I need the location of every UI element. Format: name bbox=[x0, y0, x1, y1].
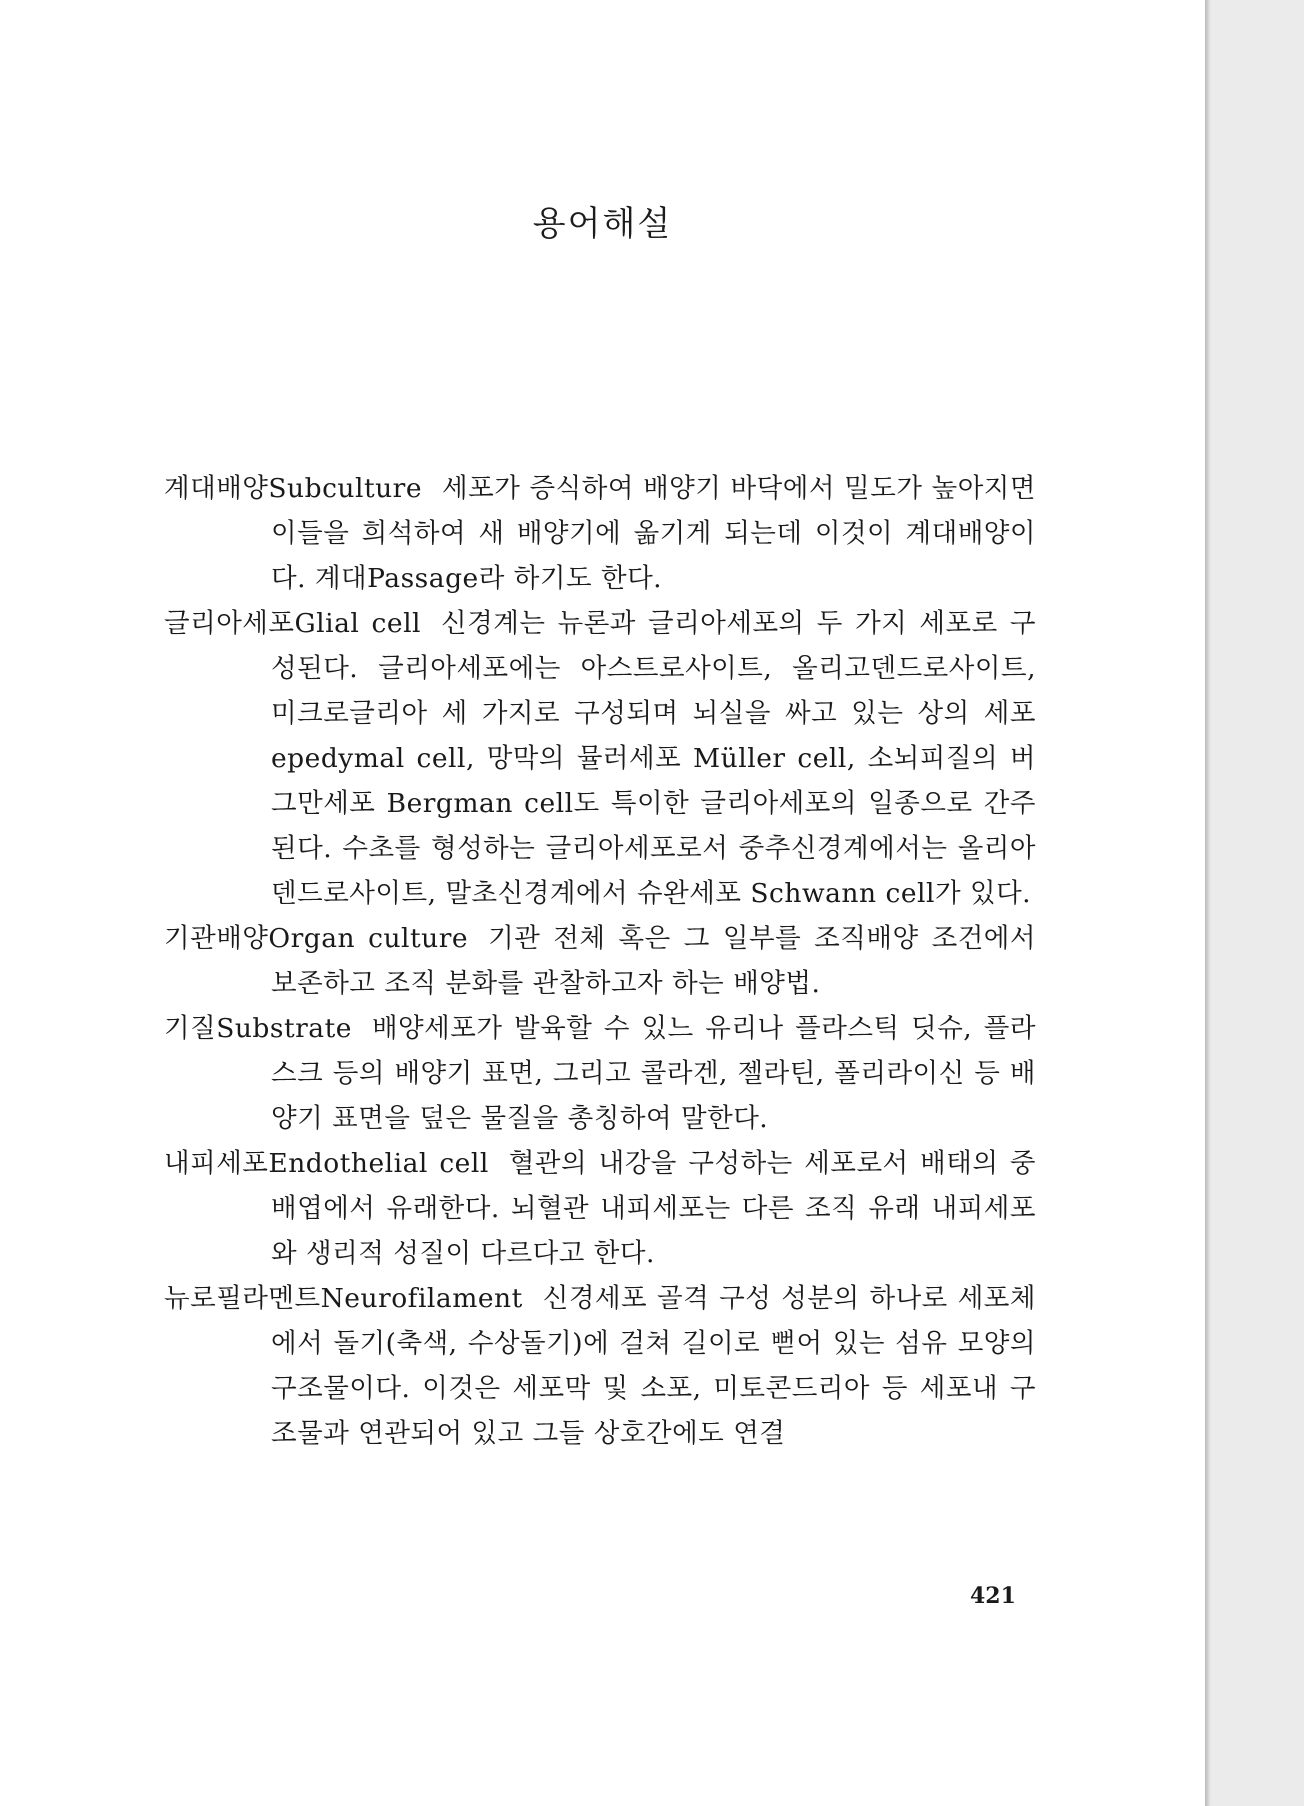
glossary-entry-organ-culture bbox=[164, 916, 1036, 1006]
glossary-term: 계대배양Subculture bbox=[164, 473, 423, 504]
glossary-term: 기관배양Organ culture bbox=[164, 923, 469, 954]
glossary-definition: 신경세포 골격 구성 성분의 하나로 세포체에서 돌기(축색, 수상돌기)에 걸쳐 길이로 뻗어 있는 섬유 모양의 구조물이다. 이것은 세포막 및 소포, 미토콘드리아 등 세포내 구조물과 연관되어 있고 그들 상호간에도 연결 bbox=[271, 1283, 1036, 1449]
page-title: 용어해설 bbox=[532, 204, 673, 244]
glossary-term: 내피세포Endothelial cell bbox=[164, 1148, 489, 1179]
glossary-term: 기질Substrate bbox=[164, 1013, 352, 1044]
glossary-definition: 혈관의 내강을 구성하는 세포로서 배태의 중배엽에서 유래한다. 뇌혈관 내피세포는 다른 조직 유래 내피세포와 생리적 성질이 다르다고 한다. bbox=[271, 1148, 1036, 1269]
glossary-definition: 신경계는 뉴론과 글리아세포의 두 가지 세포로 구성된다. 글리아세포에는 아스트로사이트, 올리고덴드로사이트, 미크로글리아 세 가지로 구성되며 뇌실을 싸고 있는 상의 세포 epedymal cell, 망막의 뮬러세포 Müller cell, 소뇌피질의 버그만세포 Bergman cell도 특이한 글리아세포의 일종으로 간주된다. 수초를 형성하는 글리아세포로서 중추신경계에서는 올리아덴드로사이트, 말초신경계에서 슈완세포 Schwann cell가 있다. bbox=[271, 608, 1036, 909]
glossary-definition: 기관 전체 혹은 그 일부를 조직배양 조건에서 보존하고 조직 분화를 관찰하고자 하는 배양법. bbox=[271, 923, 1036, 999]
page-edge bbox=[1205, 0, 1210, 1806]
page-number: 421 bbox=[970, 1583, 1016, 1609]
glossary-definition: 세포가 증식하여 배양기 바닥에서 밀도가 높아지면 이들을 희석하여 새 배양기에 옮기게 되는데 이것이 계대배양이다. 계대Passage라 하기도 한다. bbox=[271, 473, 1036, 594]
glossary-definition: 배양세포가 발육할 수 있느 유리나 플라스틱 딧슈, 플라스크 등의 배양기 표면, 그리고 콜라겐, 젤라틴, 폴리라이신 등 배양기 표면을 덮은 물질을 총칭하여 말한다. bbox=[271, 1013, 1036, 1134]
glossary-entry-glial-cell bbox=[164, 601, 1036, 916]
glossary-entry-substrate bbox=[164, 1006, 1036, 1141]
glossary-list bbox=[164, 466, 1036, 1456]
glossary-entry-subculture bbox=[164, 466, 1036, 601]
glossary-term: 글리아세포Glial cell bbox=[164, 608, 422, 639]
glossary-term: 뉴로필라멘트Neurofilament bbox=[164, 1283, 523, 1314]
glossary-entry-neurofilament bbox=[164, 1276, 1036, 1456]
glossary-entry-endothelial-cell bbox=[164, 1141, 1036, 1276]
